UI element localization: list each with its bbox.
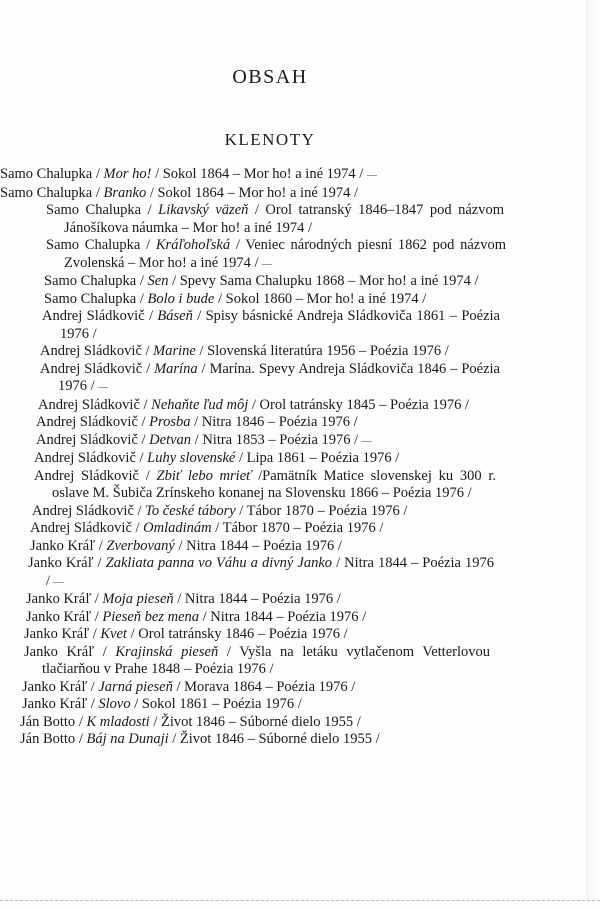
bottom-border: [0, 900, 600, 901]
entry-source: / Nitra 1844 – Poézia 1976 /: [199, 608, 367, 625]
entry-author: Samo Chalupka: [46, 237, 141, 253]
entry-title: Kráľohoľská: [155, 237, 231, 253]
toc-entry: Andrej Sládkovič / Báseň / Spisy básnické Andreja Sládkoviča 1861 – Poézia 1976 /: [42, 308, 500, 342]
entry-source: / Slovenská literatúra 1956 – Poézia 1976 /: [195, 343, 449, 359]
entry-source: / Sokol 1864 – Mor ho! a iné 1974 /: [146, 184, 359, 201]
entry-source: / Orol tatránsky 1846 – Poézia 1976 /: [126, 626, 348, 642]
entry-title: Omladinám: [143, 520, 212, 536]
entry-title: Bolo i bude: [147, 290, 215, 307]
entry-source: / Orol tatránsky 1845 – Poézia 1976 /: [248, 396, 469, 413]
toc-entry: Andrej Sládkovič / To české tábory / Tábor 1870 – Poézia 1976 /: [32, 502, 408, 519]
toc-entry: Janko Kráľ / Pieseň bez mena / Nitra 1844 – Poézia 1976 /: [26, 608, 367, 625]
entry-source: / Spevy Sama Chalupku 1868 – Mor ho! a iné 1974 /: [168, 273, 479, 289]
page-edge: [586, 0, 600, 900]
entry-source: / Orol tatranský 1846–1847 pod názvom Jánošíkova náumka – Mor ho! a iné 1974 /: [64, 202, 505, 236]
entry-author: Andrej Sládkovič: [40, 343, 142, 359]
entry-source: / Tábor 1870 – Poézia 1976 /: [211, 520, 384, 536]
toc-entry: Samo Chalupka / Likavský väzeň / Orol tatranský 1846–1847 pod názvom Jánošíkova náumka – Mor ho! a iné 1974 /: [46, 202, 505, 236]
entry-author: Andrej Sládkovič: [38, 396, 140, 413]
entry-source: / Nitra 1844 – Poézia 1976 /: [174, 537, 342, 554]
entry-author: Janko Kráľ: [22, 678, 88, 695]
entry-author: Andrej Sládkovič: [30, 520, 132, 536]
entry-title: Branko: [103, 184, 147, 201]
entry-author: Samo Chalupka: [44, 290, 137, 307]
entry-title: Nehaňte ľud môj: [151, 396, 249, 413]
toc-entry: Janko Kráľ / Krajinská pieseň / Vyšla na letáku vytlačenom Vetterlovou tlačiarňou v Prahe 1848 – Poézia 1976 /: [24, 643, 491, 677]
entry-author: Samo Chalupka: [44, 273, 137, 289]
entry-author: Ján Botto: [20, 731, 76, 747]
entry-title: Slovo: [98, 696, 131, 712]
entry-author: Andrej Sládkovič: [32, 502, 134, 519]
toc-entry: Andrej Sládkovič / Zbiť lebo mrieť /Pamätník Matice slovenskej ku 300 r. oslave M. Šubiča Zrínskeho konanej na Slovensku 1866 – Poézia 1976 /: [34, 467, 496, 501]
toc-entry: Janko Kráľ / Moja pieseň / Nitra 1844 – Poézia 1976 /: [26, 591, 341, 607]
toc-entry: Samo Chalupka / Branko / Sokol 1864 – Mor ho! a iné 1974 /: [0, 184, 359, 201]
entry-title: Zakliata panna vo Váhu a divný Janko: [105, 555, 333, 571]
entry-title: Likavský väzeň: [158, 202, 249, 218]
toc-entry: Andrej Sládkovič / Detvan / Nitra 1853 – Poézia 1976 / —: [36, 431, 372, 448]
toc-entry: Janko Kráľ / Zakliata panna vo Váhu a divný Janko / Nitra 1844 – Poézia 1976 / —: [28, 555, 494, 589]
entry-author: Janko Kráľ: [26, 608, 92, 625]
page-title: OBSAH: [232, 66, 308, 88]
entry-source: / Spisy básnické Andreja Sládkoviča 1861 – Poézia 1976 /: [60, 308, 500, 342]
entry-title: Mor ho!: [103, 166, 152, 182]
margin-mark: —: [262, 258, 273, 270]
entry-source: / Nitra 1844 – Poézia 1976 /: [46, 555, 494, 589]
margin-mark: —: [98, 382, 109, 393]
entry-source: / Nitra 1853 – Poézia 1976 /: [191, 431, 359, 448]
toc-entry: Janko Kráľ / Zverbovaný / Nitra 1844 – Poézia 1976 /: [30, 537, 342, 554]
entry-title: Kvet: [100, 626, 127, 642]
entry-source: / Tábor 1870 – Poézia 1976 /: [235, 502, 408, 519]
toc-entry: Andrej Sládkovič / Nehaňte ľud môj / Orol tatránsky 1845 – Poézia 1976 /: [38, 396, 469, 413]
entry-title: Báseň: [157, 308, 193, 324]
entry-author: Samo Chalupka: [0, 184, 93, 201]
entry-title: Prosba: [149, 414, 191, 430]
entry-title: Luhy slovenské: [147, 450, 236, 466]
entry-source: / Nitra 1844 – Poézia 1976 /: [173, 591, 341, 607]
entry-source: / Morava 1864 – Poézia 1976 /: [172, 678, 356, 695]
entry-author: Andrej Sládkovič: [40, 360, 143, 377]
entry-title: Sen: [147, 273, 169, 289]
entry-source: / Život 1846 – Súborné dielo 1955 /: [168, 731, 380, 747]
table-of-contents: [0, 166, 540, 749]
entry-source: / Sokol 1864 – Mor ho! a iné 1974 /: [151, 166, 364, 182]
entry-author: Janko Kráľ: [22, 696, 88, 712]
entry-author: Andrej Sládkovič: [42, 308, 145, 324]
entry-author: Samo Chalupka: [0, 166, 93, 182]
entry-source: / Vyšla na letáku vytlačenom Vetterlovou tlačiarňou v Prahe 1848 – Poézia 1976 /: [42, 643, 491, 677]
entry-title: Detvan: [149, 431, 192, 448]
entry-author: Andrej Sládkovič: [34, 450, 136, 466]
toc-entry: Samo Chalupka / Mor ho! / Sokol 1864 – Mor ho! a iné 1974 / —: [0, 166, 377, 182]
entry-title: Krajinská pieseň: [115, 643, 219, 660]
entry-source: / Sokol 1861 – Poézia 1976 /: [130, 696, 302, 712]
toc-entry: Ján Botto / K mladosti / Život 1846 – Súborné dielo 1955 /: [20, 713, 361, 730]
entry-source: / Veniec národných piesní 1862 pod názvom Zvolenská – Mor ho! a iné 1974 /: [64, 237, 507, 271]
entry-author: Janko Kráľ: [24, 643, 95, 660]
entry-author: Andrej Sládkovič: [36, 431, 138, 448]
entry-source: / Sokol 1860 – Mor ho! a iné 1974 /: [214, 290, 427, 307]
entry-author: Samo Chalupka: [46, 202, 142, 218]
entry-source: / Život 1846 – Súborné dielo 1955 /: [149, 713, 361, 730]
entry-source: /Pamätník Matice slovenskej ku 300 r. oslave M. Šubiča Zrínskeho konanej na Slovensku 1866 – Poézia 1976 /: [52, 467, 496, 501]
toc-entry: Andrej Sládkovič / Marína / Marína. Spevy Andreja Sládkoviča 1846 – Poézia 1976 / —: [40, 360, 500, 394]
toc-entry: Andrej Sládkovič / Prosba / Nitra 1846 – Poézia 1976 /: [36, 414, 358, 430]
toc-entry: Andrej Sládkovič / Luhy slovenské / Lipa 1861 – Poézia 1976 /: [34, 450, 400, 466]
toc-entry: Andrej Sládkovič / Omladinám / Tábor 1870 – Poézia 1976 /: [30, 520, 384, 536]
margin-mark: —: [361, 435, 372, 447]
toc-entry: Samo Chalupka / Sen / Spevy Sama Chalupku 1868 – Mor ho! a iné 1974 /: [44, 273, 479, 289]
toc-entry: Samo Chalupka / Bolo i bude / Sokol 1860 – Mor ho! a iné 1974 /: [44, 290, 427, 307]
entry-author: Janko Kráľ: [24, 626, 90, 642]
entry-author: Janko Kráľ: [30, 537, 96, 554]
margin-mark: —: [366, 170, 377, 181]
entry-title: To české tábory: [145, 502, 236, 519]
entry-title: Zbiť lebo mrieť: [156, 467, 252, 484]
entry-title: Marine: [153, 343, 196, 359]
margin-mark: —: [53, 576, 64, 588]
toc-entry: Janko Kráľ / Jarná pieseň / Morava 1864 – Poézia 1976 /: [22, 678, 356, 695]
entry-title: Zverbovaný: [106, 537, 175, 554]
toc-entry: Andrej Sládkovič / Marine / Slovenská literatúra 1956 – Poézia 1976 /: [40, 343, 449, 359]
toc-entry: Janko Kráľ / Kvet / Orol tatránsky 1846 – Poézia 1976 /: [24, 626, 348, 642]
entry-author: Janko Kráľ: [28, 555, 94, 571]
entry-title: Báj na Dunaji: [86, 731, 169, 747]
toc-entry: Janko Kráľ / Slovo / Sokol 1861 – Poézia 1976 /: [22, 696, 302, 712]
entry-author: Andrej Sládkovič: [36, 414, 138, 430]
entry-author: Janko Kráľ: [26, 591, 92, 607]
entry-title: Marína: [154, 360, 198, 377]
toc-entry: Samo Chalupka / Kráľohoľská / Veniec národných piesní 1862 pod názvom Zvolenská – Mor ho! a iné 1974 / —: [46, 237, 507, 271]
entry-source: / Nitra 1846 – Poézia 1976 /: [190, 414, 358, 430]
entry-title: Jarná pieseň: [98, 678, 173, 695]
section-title: KLENOTY: [224, 130, 316, 149]
entry-source: / Marína. Spevy Andreja Sládkoviča 1846 – Poézia 1976 /: [58, 360, 500, 394]
toc-entry: Ján Botto / Báj na Dunaji / Život 1846 – Súborné dielo 1955 /: [20, 731, 380, 747]
entry-title: Pieseň bez mena: [102, 608, 200, 625]
entry-author: Andrej Sládkovič: [34, 467, 139, 484]
entry-source: / Lipa 1861 – Poézia 1976 /: [235, 450, 400, 466]
entry-author: Ján Botto: [20, 713, 76, 730]
entry-title: K mladosti: [86, 713, 150, 730]
entry-title: Moja pieseň: [102, 591, 174, 607]
